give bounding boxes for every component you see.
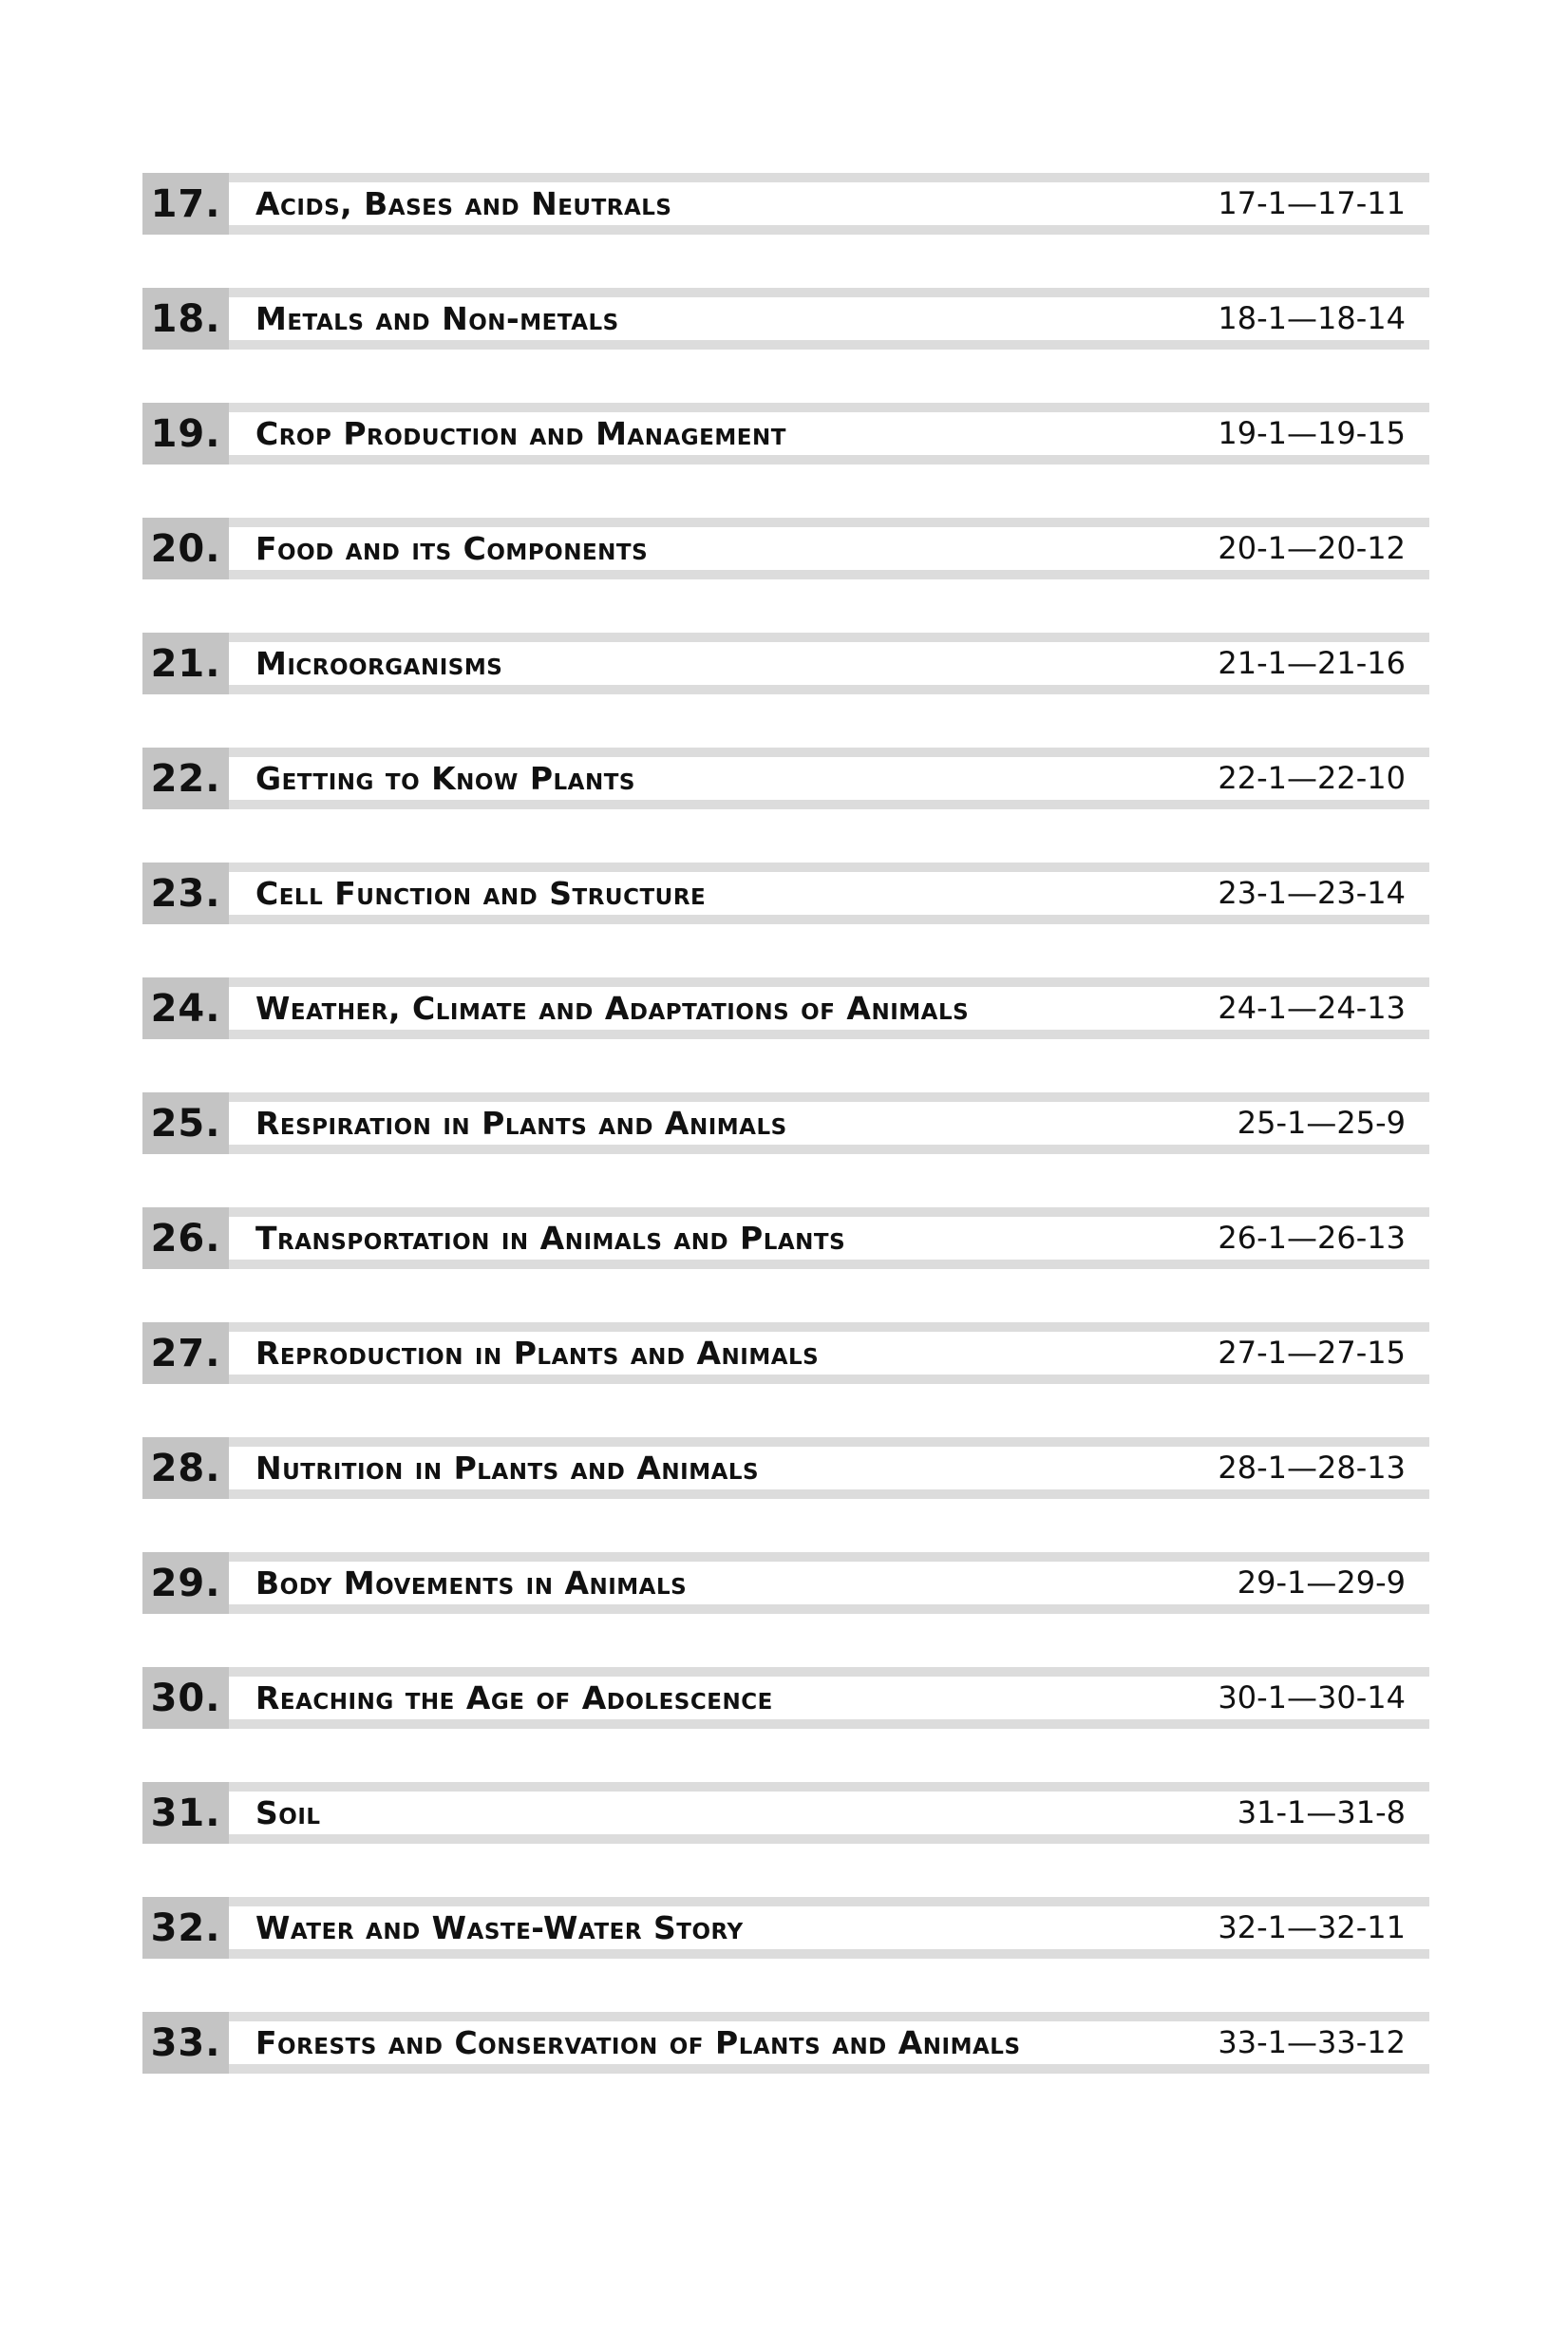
divider: [229, 633, 1429, 642]
page-range: 21-1—21-16: [1218, 645, 1406, 681]
chapter-number: 25.: [142, 1092, 229, 1154]
divider: [229, 1145, 1429, 1154]
chapter-title: Reaching the Age of Adolescence: [255, 1679, 773, 1716]
divider: [229, 1552, 1429, 1562]
divider: [229, 403, 1429, 412]
toc-entry[interactable]: [142, 1897, 1429, 1959]
divider: [229, 1030, 1429, 1039]
toc-entry[interactable]: [142, 633, 1429, 694]
toc-entry[interactable]: [142, 403, 1429, 465]
chapter-number: 31.: [142, 1782, 229, 1844]
chapter-number: 20.: [142, 518, 229, 579]
chapter-number: 19.: [142, 403, 229, 465]
divider: [229, 173, 1429, 182]
chapter-number: 30.: [142, 1667, 229, 1729]
divider: [229, 225, 1429, 235]
page-range: 18-1—18-14: [1218, 300, 1406, 336]
divider: [229, 1437, 1429, 1447]
chapter-title: Nutrition in Plants and Animals: [255, 1450, 760, 1487]
divider: [229, 1322, 1429, 1332]
divider: [229, 915, 1429, 924]
divider: [229, 1834, 1429, 1844]
chapter-title: Metals and Non-metals: [255, 300, 619, 337]
chapter-title: Getting to Know Plants: [255, 760, 635, 797]
chapter-title: Reproduction in Plants and Animals: [255, 1335, 820, 1372]
chapter-number: 29.: [142, 1552, 229, 1614]
divider: [229, 1604, 1429, 1614]
page-range: 17-1—17-11: [1218, 185, 1406, 221]
page-range: 32-1—32-11: [1218, 1909, 1406, 1945]
chapter-title: Crop Production and Management: [255, 415, 786, 452]
divider: [229, 1375, 1429, 1384]
toc-entry[interactable]: [142, 1437, 1429, 1499]
toc-entry[interactable]: [142, 1552, 1429, 1614]
divider: [229, 800, 1429, 809]
page-range: 29-1—29-9: [1237, 1564, 1406, 1601]
chapter-title: Soil: [255, 1794, 321, 1831]
chapter-number: 18.: [142, 288, 229, 350]
chapter-title: Cell Function and Structure: [255, 875, 707, 912]
divider: [229, 288, 1429, 297]
divider: [229, 1949, 1429, 1959]
divider: [229, 748, 1429, 757]
chapter-number: 23.: [142, 863, 229, 924]
divider: [229, 2012, 1429, 2021]
chapter-title: Acids, Bases and Neutrals: [255, 185, 672, 222]
chapter-number: 21.: [142, 633, 229, 694]
toc-entry[interactable]: [142, 2012, 1429, 2074]
chapter-title: Food and its Components: [255, 530, 649, 567]
divider: [229, 685, 1429, 694]
page-range: 27-1—27-15: [1218, 1335, 1406, 1371]
page-range: 30-1—30-14: [1218, 1679, 1406, 1716]
chapter-number: 33.: [142, 2012, 229, 2074]
chapter-title: Respiration in Plants and Animals: [255, 1105, 787, 1142]
table-of-contents: [142, 173, 1429, 2074]
chapter-number: 28.: [142, 1437, 229, 1499]
chapter-title: Body Movements in Animals: [255, 1564, 688, 1602]
page-range: 20-1—20-12: [1218, 530, 1406, 566]
toc-entry[interactable]: [142, 1667, 1429, 1729]
toc-entry[interactable]: [142, 1322, 1429, 1384]
page-range: 24-1—24-13: [1218, 990, 1406, 1026]
chapter-number: 24.: [142, 977, 229, 1039]
page-range: 26-1—26-13: [1218, 1220, 1406, 1256]
divider: [229, 1719, 1429, 1729]
divider: [229, 1897, 1429, 1906]
chapter-number: 17.: [142, 173, 229, 235]
divider: [229, 1207, 1429, 1217]
divider: [229, 570, 1429, 579]
toc-entry[interactable]: [142, 1092, 1429, 1154]
divider: [229, 1092, 1429, 1102]
toc-entry[interactable]: [142, 288, 1429, 350]
chapter-number: 22.: [142, 748, 229, 809]
page-range: 31-1—31-8: [1237, 1794, 1406, 1830]
divider: [229, 518, 1429, 527]
page-range: 28-1—28-13: [1218, 1450, 1406, 1486]
divider: [229, 977, 1429, 987]
divider: [229, 2064, 1429, 2074]
page-range: 22-1—22-10: [1218, 760, 1406, 796]
toc-entry[interactable]: [142, 173, 1429, 235]
divider: [229, 1260, 1429, 1269]
toc-entry[interactable]: [142, 977, 1429, 1039]
page-range: 25-1—25-9: [1237, 1105, 1406, 1141]
page-range: 19-1—19-15: [1218, 415, 1406, 451]
toc-entry[interactable]: [142, 863, 1429, 924]
divider: [229, 1782, 1429, 1792]
divider: [229, 340, 1429, 350]
toc-entry[interactable]: [142, 1782, 1429, 1844]
chapter-title: Forests and Conservation of Plants and Animals: [255, 2024, 1021, 2061]
divider: [229, 1667, 1429, 1677]
toc-entry[interactable]: [142, 518, 1429, 579]
chapter-number: 32.: [142, 1897, 229, 1959]
chapter-title: Weather, Climate and Adaptations of Animals: [255, 990, 970, 1027]
page-range: 23-1—23-14: [1218, 875, 1406, 911]
divider: [229, 863, 1429, 872]
chapter-title: Water and Waste-Water Story: [255, 1909, 744, 1946]
toc-entry[interactable]: [142, 1207, 1429, 1269]
divider: [229, 1489, 1429, 1499]
page-range: 33-1—33-12: [1218, 2024, 1406, 2060]
chapter-number: 27.: [142, 1322, 229, 1384]
toc-entry[interactable]: [142, 748, 1429, 809]
divider: [229, 455, 1429, 465]
chapter-title: Microorganisms: [255, 645, 503, 682]
chapter-number: 26.: [142, 1207, 229, 1269]
chapter-title: Transportation in Animals and Plants: [255, 1220, 846, 1257]
